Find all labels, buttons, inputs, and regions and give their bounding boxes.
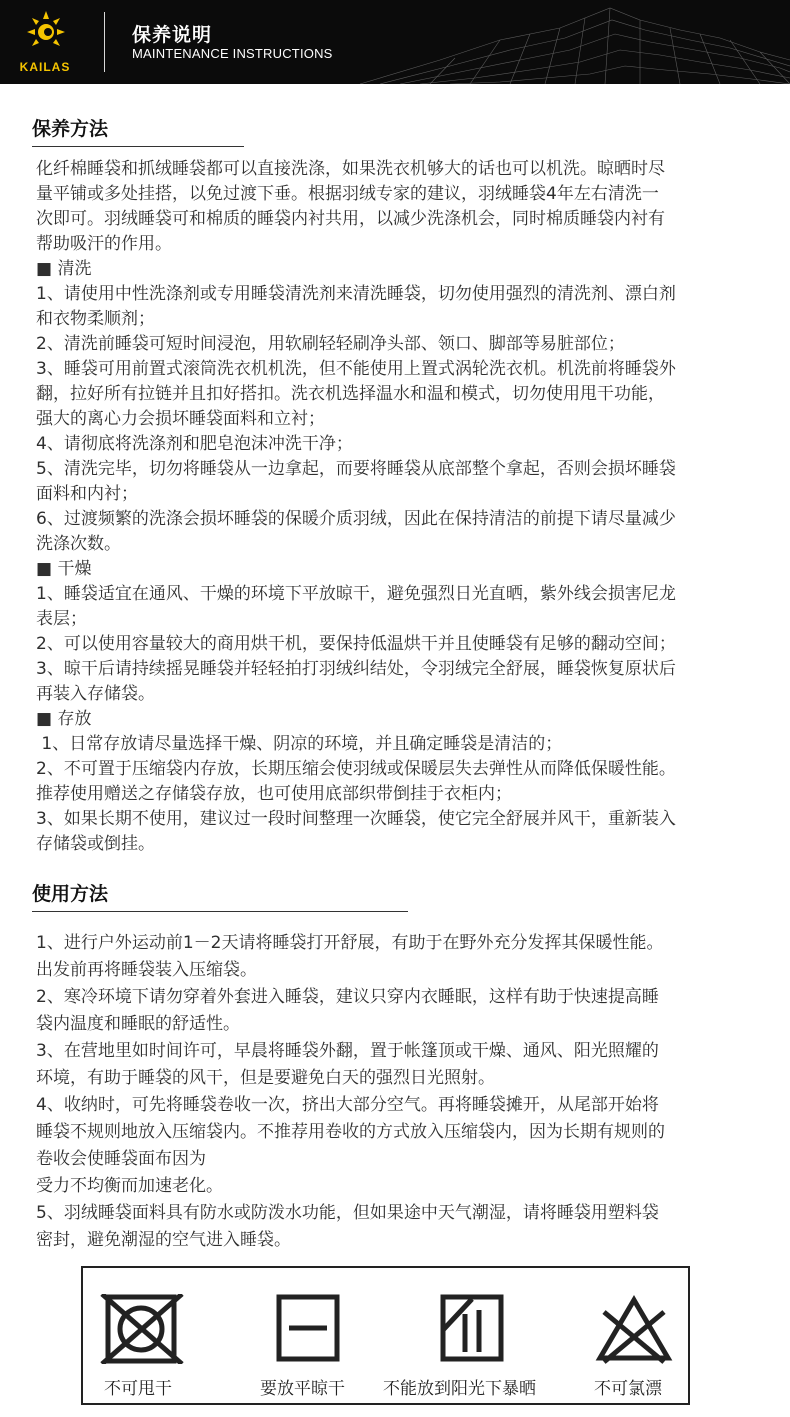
page-subtitle: MAINTENANCE INSTRUCTIONS bbox=[132, 46, 333, 61]
dry-flat-icon bbox=[275, 1294, 341, 1364]
care-symbol-dry-flat bbox=[275, 1294, 341, 1364]
text-line: 存储袋或倒挂。 bbox=[36, 834, 155, 854]
care-symbol-no-tumble-dry bbox=[100, 1294, 186, 1364]
text-line: 5、羽绒睡袋面料具有防水或防泼水功能，但如果途中天气潮湿，请将睡袋用塑料袋 bbox=[36, 1203, 659, 1223]
subheading-storage: ■ 存放 bbox=[36, 709, 92, 729]
text-line: 2、清洗前睡袋可短时间浸泡，用软刷轻轻刷净头部、领口、脚部等易脏部位； bbox=[36, 334, 625, 354]
care-symbol-no-bleach bbox=[594, 1294, 674, 1364]
sun-logo-icon bbox=[26, 10, 66, 54]
text-line: 翻，拉好所有拉链并且扣好搭扣。洗衣机选择温水和温和模式，切勿使用甩干功能， bbox=[36, 384, 665, 404]
care-symbol-dry-in-shade bbox=[439, 1294, 505, 1364]
section-underline bbox=[32, 146, 244, 147]
section-heading-maintenance: 保养方法 bbox=[32, 118, 109, 140]
text-line: 强大的离心力会损坏睡袋面料和立衬； bbox=[36, 409, 325, 429]
text-line: 4、请彻底将洗涤剂和肥皂泡沫冲洗干净； bbox=[36, 434, 353, 454]
text-line: 和衣物柔顺剂； bbox=[36, 309, 155, 329]
care-label: 不可甩干 bbox=[104, 1379, 172, 1399]
text-line: 睡袋不规则地放入压缩袋内。不推荐用卷收的方式放入压缩袋内，因为长期有规则的 bbox=[36, 1122, 665, 1142]
text-line: 量平铺或多处挂搭，以免过渡下垂。根据羽绒专家的建议，羽绒睡袋4年左右清洗一 bbox=[36, 184, 659, 204]
text-line: 环境，有助于睡袋的风干，但是要避免白天的强烈日光照射。 bbox=[36, 1068, 495, 1088]
header-banner bbox=[0, 0, 790, 84]
text-line: 4、收纳时，可先将睡袋卷收一次，挤出大部分空气。再将睡袋摊开，从尾部开始将 bbox=[36, 1095, 659, 1115]
text-line: 2、寒冷环境下请勿穿着外套进入睡袋，建议只穿内衣睡眠，这样有助于快速提高睡 bbox=[36, 987, 659, 1007]
text-line: 表层； bbox=[36, 609, 87, 629]
text-line: 化纤棉睡袋和抓绒睡袋都可以直接洗涤，如果洗衣机够大的话也可以机洗。晾晒时尽 bbox=[36, 159, 665, 179]
mountain-mesh-graphic bbox=[0, 0, 790, 84]
text-line: 2、可以使用容量较大的商用烘干机，要保持低温烘干并且使睡袋有足够的翻动空间； bbox=[36, 634, 676, 654]
text-line: 次即可。羽绒睡袋可和棉质的睡袋内衬共用，以减少洗涤机会，同时棉质睡袋内衬有 bbox=[36, 209, 665, 229]
text-line: 1、进行户外运动前1－2天请将睡袋打开舒展，有助于在野外充分发挥其保暖性能。 bbox=[36, 933, 664, 953]
text-line: 3、晾干后请持续摇晃睡袋并轻轻拍打羽绒纠结处，令羽绒完全舒展，睡袋恢复原状后 bbox=[36, 659, 676, 679]
text-line: 6、过渡频繁的洗涤会损坏睡袋的保暖介质羽绒，因此在保持清洁的前提下请尽量减少 bbox=[36, 509, 676, 529]
text-line: 帮助吸汗的作用。 bbox=[36, 234, 172, 254]
no-bleach-icon bbox=[594, 1294, 674, 1364]
text-line: 2、不可置于压缩袋内存放，长期压缩会使羽绒或保暖层失去弹性从而降低保暖性能。 bbox=[36, 759, 676, 779]
usage-text bbox=[36, 930, 790, 1254]
text-line: 5、清洗完毕，切勿将睡袋从一边拿起，而要将睡袋从底部整个拿起，否则会损坏睡袋 bbox=[36, 459, 676, 479]
page-title: 保养说明 bbox=[132, 24, 213, 46]
text-line: 1、日常存放请尽量选择干燥、阴凉的环境，并且确定睡袋是清洁的； bbox=[36, 734, 563, 754]
care-label: 要放平晾干 bbox=[260, 1379, 345, 1399]
kailas-logo bbox=[14, 10, 76, 74]
text-line: 1、睡袋适宜在通风、干燥的环境下平放晾干，避免强烈日光直晒，紫外线会损害尼龙 bbox=[36, 584, 676, 604]
text-line: 受力不均衡而加速老化。 bbox=[36, 1176, 223, 1196]
text-line: 再装入存储袋。 bbox=[36, 684, 155, 704]
text-line: 洗涤次数。 bbox=[36, 534, 121, 554]
text-line: 3、如果长期不使用，建议过一段时间整理一次睡袋，使它完全舒展并风干，重新装入 bbox=[36, 809, 676, 829]
logo-wordmark: KAILAS bbox=[19, 60, 71, 74]
header-divider bbox=[104, 12, 105, 72]
text-line: 3、在营地里如时间许可，早晨将睡袋外翻，置于帐篷顶或干燥、通风、阳光照耀的 bbox=[36, 1041, 659, 1061]
no-tumble-dry-icon bbox=[100, 1294, 186, 1364]
text-line: 推荐使用赠送之存储袋存放，也可使用底部织带倒挂于衣柜内； bbox=[36, 784, 512, 804]
text-line: 袋内温度和睡眠的舒适性。 bbox=[36, 1014, 240, 1034]
care-label: 不能放到阳光下暴晒 bbox=[383, 1379, 536, 1399]
maintenance-text bbox=[36, 157, 790, 857]
section-underline bbox=[32, 911, 408, 912]
text-line: 3、睡袋可用前置式滚筒洗衣机机洗，但不能使用上置式涡轮洗衣机。机洗前将睡袋外 bbox=[36, 359, 676, 379]
subheading-drying: ■ 干燥 bbox=[36, 559, 92, 579]
section-heading-usage: 使用方法 bbox=[32, 883, 109, 905]
text-line: 面料和内衬； bbox=[36, 484, 138, 504]
care-label: 不可氯漂 bbox=[594, 1379, 662, 1399]
subheading-washing: ■ 清洗 bbox=[36, 259, 92, 279]
care-symbols-panel bbox=[81, 1266, 690, 1405]
text-line: 1、请使用中性洗涤剂或专用睡袋清洗剂来清洗睡袋，切勿使用强烈的清洗剂、漂白剂 bbox=[36, 284, 676, 304]
dry-in-shade-icon bbox=[439, 1294, 505, 1364]
text-line: 出发前再将睡袋装入压缩袋。 bbox=[36, 960, 257, 980]
text-line: 卷收会使睡袋面布因为 bbox=[36, 1149, 206, 1169]
text-line: 密封，避免潮湿的空气进入睡袋。 bbox=[36, 1230, 291, 1250]
